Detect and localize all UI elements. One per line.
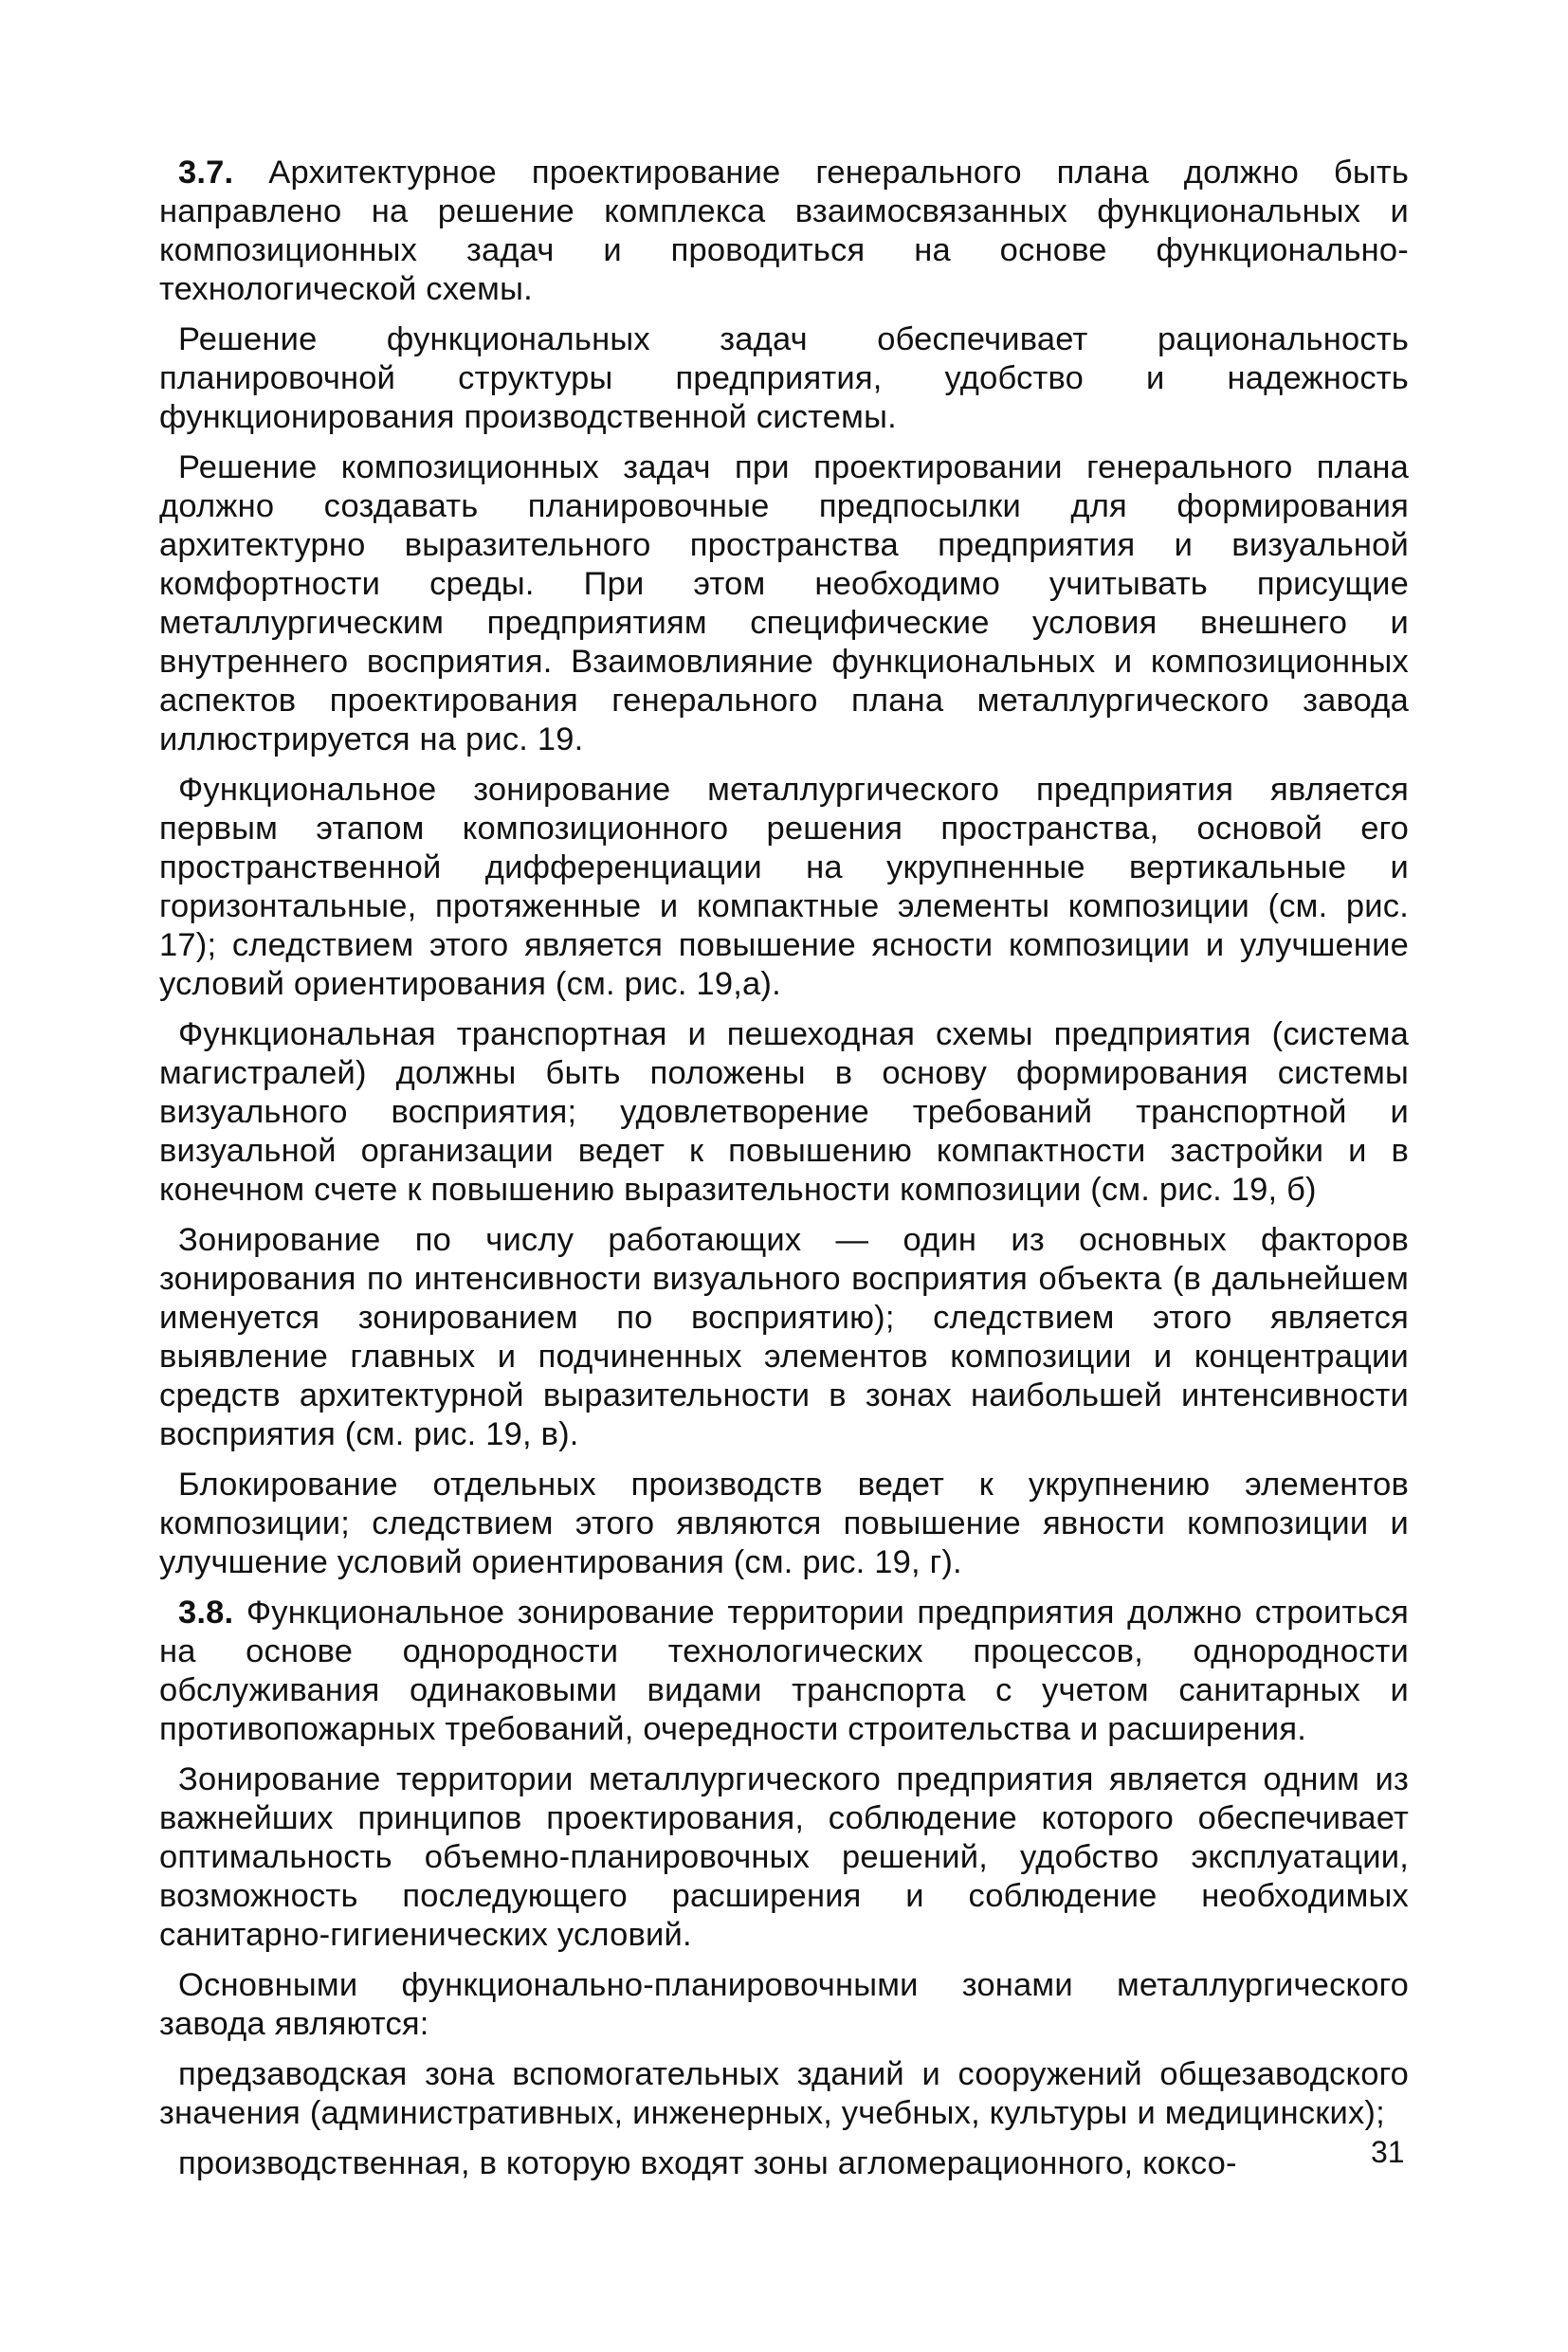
section-number: 3.8.	[178, 1595, 234, 1631]
paragraph-3-7	[159, 154, 1409, 309]
paragraph-text: Функциональное зонирование металлургического предприятия является первым этапом композиционного решения пространства, основой его пространственной дифференциации на укрупненные вертикальные и горизонтальные, протяженные и компактные элементы композиции (см. рис. 17); следствием этого является повышение ясности композиции и улучшение условий ориентирования (см. рис. 19,а).	[159, 772, 1409, 1002]
paragraph	[159, 1015, 1409, 1210]
paragraph	[159, 320, 1409, 437]
paragraph-text: Блокирование отдельных производств ведет к укрупнению элементов композиции; следствием этого являются повышение явности композиции и улучшение условий ориентирования (см. рис. 19, г).	[159, 1467, 1409, 1580]
list-item	[159, 2055, 1409, 2133]
paragraph-text: Зонирование территории металлургического предприятия является одним из важнейших принципов проектирования, соблюдение которого обеспечивает оптимальность объемно-планировочных решений, удобство эксплуатации, возможность последующего расширения и соблюдение необходимых санитарно-гигиенических условий.	[159, 1761, 1409, 1953]
paragraph-text: Решение композиционных задач при проектировании генерального плана должно создавать планировочные предпосылки для формирования архитектурно выразительного пространства предприятия и визуальной комфортности среды. При этом необходимо учитывать присущие металлургическим предприятиям специфические условия внешнего и внутреннего восприятия. Взаимовлияние функциональных и композиционных аспектов проектирования генерального плана металлургического завода иллюстрируется на рис. 19.	[159, 449, 1409, 757]
paragraph-text: предзаводская зона вспомогательных зданий и сооружений общезаводского значения (административных, инженерных, учебных, культуры и медицинских);	[159, 2056, 1409, 2131]
list-item	[159, 2144, 1409, 2183]
paragraph	[159, 1466, 1409, 1582]
paragraph-text: Зонирование по числу работающих — один из основных факторов зонирования по интенсивности визуального восприятия объекта (в дальнейшем именуется зонированием по восприятию); следствием этого является выявление главных и подчиненных элементов композиции и концентрации средств архитектурной выразительности в зонах наибольшей интенсивности восприятия (см. рис. 19, в).	[159, 1222, 1409, 1452]
paragraph	[159, 1221, 1409, 1454]
paragraph-text: Основными функционально-планировочными зонами металлургического завода являются:	[159, 1967, 1409, 2042]
paragraph-text: Решение функциональных задач обеспечивает рациональность планировочной структуры предприятия, удобство и надежность функционирования производственной системы.	[159, 321, 1409, 435]
paragraph-text: Архитектурное проектирование генерального плана должно быть направлено на решение комплекса взаимосвязанных функциональных и композиционных задач и проводиться на основе функционально-технологической схемы.	[159, 155, 1409, 307]
paragraph-text: Функциональное зонирование территории предприятия должно строиться на основе однородности технологических процессов, однородности обслуживания одинаковыми видами транспорта с учетом санитарных и противопожарных требований, очередности строительства и расширения.	[159, 1595, 1409, 1747]
paragraph-text: производственная, в которую входят зоны агломерационного, коксо-	[178, 2145, 1237, 2181]
paragraph	[159, 448, 1409, 759]
paragraph-3-8	[159, 1594, 1409, 1749]
section-number: 3.7.	[178, 155, 234, 191]
paragraph	[159, 1966, 1409, 2044]
page-number: 31	[1371, 2135, 1405, 2169]
paragraph	[159, 1760, 1409, 1955]
body-text	[159, 154, 1409, 2195]
paragraph-text: Функциональная транспортная и пешеходная схемы предприятия (система магистралей) должны быть положены в основу формирования системы визуального восприятия; удовлетворение требований транспортной и визуальной организации ведет к повышению компактности застройки и в конечном счете к повышению выразительности композиции (см. рис. 19, б)	[159, 1016, 1409, 1208]
paragraph	[159, 771, 1409, 1004]
